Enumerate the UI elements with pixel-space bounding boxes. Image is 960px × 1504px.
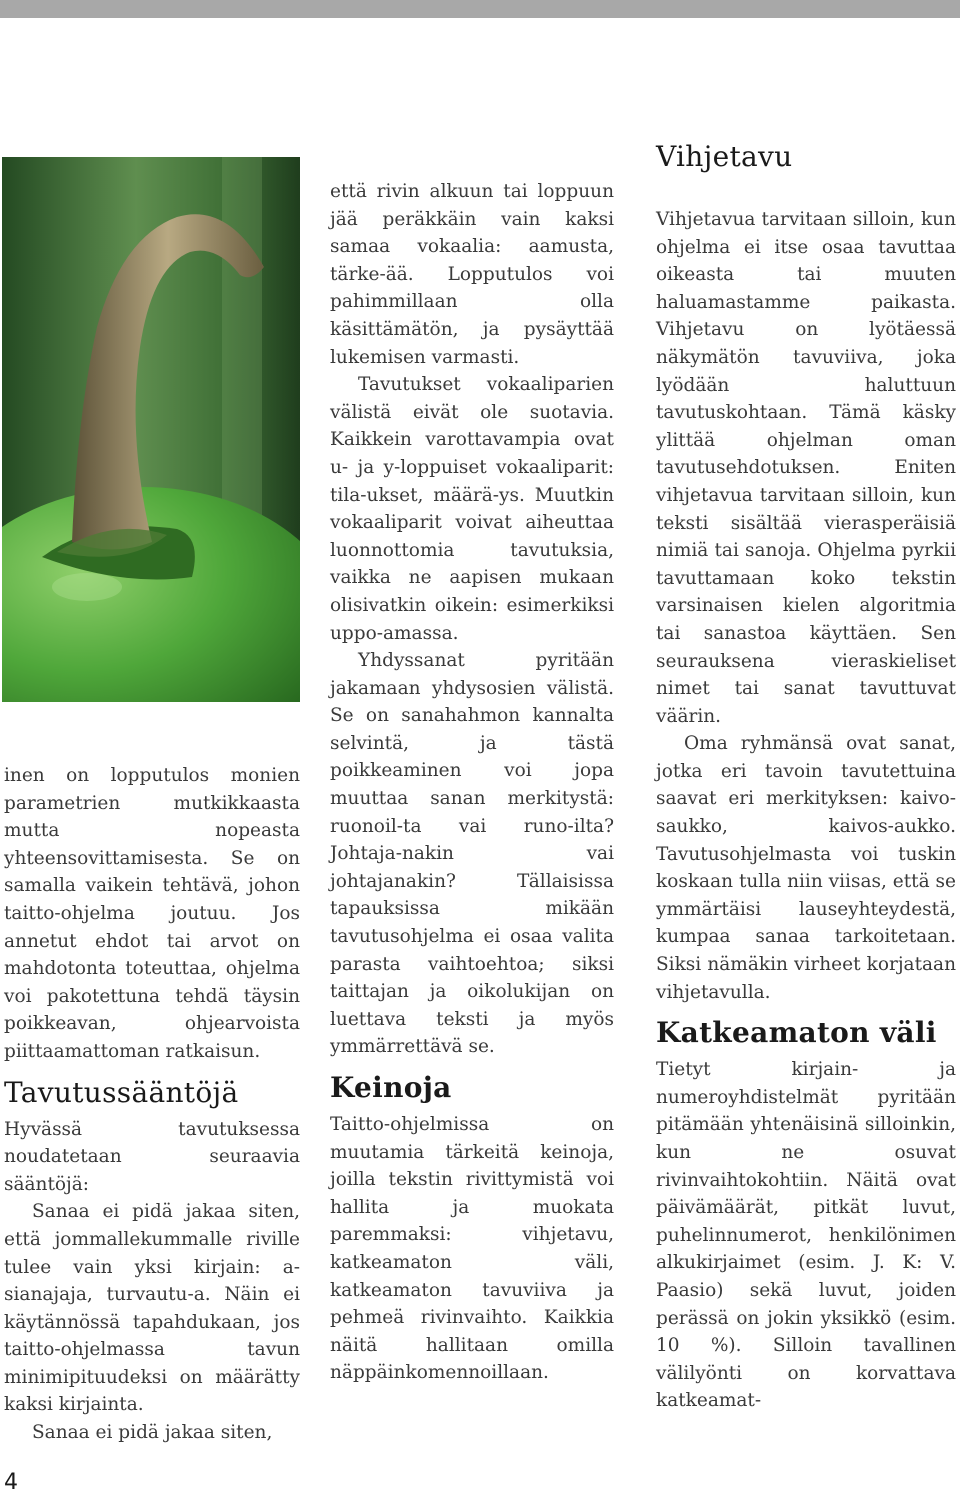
paragraph: että rivin alkuun tai loppuun jää peräkkäin vain kaksi samaa vokaalia: aamusta, tärke-ää. Lopputulos voi pahimmillaan olla käsittämätön, ja pysäyttää lukemisen varmasti. — [330, 181, 614, 368]
column-right — [656, 206, 956, 1415]
paragraph: Sanaa ei pidä jakaa siten, että jommallekummalle riville tulee vain yksi kirjain: a-sianajaja, turvautu-a. Näin ei käytännössä tapahdukaan, jos taitto-ohjelmassa tavun minimipituudeksi on määrätty kaksi kirjainta. — [4, 1201, 300, 1416]
paragraph: Vihjetavua tarvitaan silloin, kun ohjelma ei itse osaa tavuttaa oikeasta tai muuten haluamastamme paikasta. Vihjetavu on lyötäessä näkymätön tavuviiva, joka lyödään haluttuun tavutuskohtaan. Tämä käsky ylittää ohjelman oman tavutusehdotuksen. Eniten vihjetavua tarvitaan silloin, kun teksti sisältää vierasperäisiä nimiä tai sanoja. Ohjelma pyrkii tavuttamaan koko tekstin varsinaisen kielen algoritmia tai sanastoa käyttäen. Sen seurauksena vieraskieliset nimet tai sanat tavuttuvat väärin. — [656, 209, 956, 727]
section-heading-katkeamaton-vali: Katkeamaton väli — [656, 1016, 937, 1050]
top-bar — [0, 0, 960, 18]
column-left — [4, 762, 300, 1447]
section-heading-vihjetavu: Vihjetavu — [656, 140, 793, 173]
paragraph: Taitto-ohjelmissa on muutamia tärkeitä keinoja, joilla tekstin rivittymistä voi hallita ja muokata paremmaksi: vihjetavu, katkeamaton väli, katkeamaton tavuviiva ja pehmeä rivinvaihto. Kaikkia näitä hallitaan omilla näppäinkomennoillaan. — [330, 1114, 614, 1384]
section-heading-tavutussaantoja: Tavutussääntöjä — [4, 1075, 239, 1109]
paragraph: Tavutukset vokaaliparien välistä eivät ole suotavia. Kaikkein varottavampia ovat u- ja y-loppuiset vokaaliparit: tila-ukset, määrä-ys. Muutkin vokaaliparit voivat aiheuttaa luonnottomia tavutuksia, vaikka ne aapisen mukaan olisivatkin oikein: esimerkiksi uppo-amassa. — [330, 374, 614, 644]
paragraph: Hyvässä tavutuksessa noudatetaan seuraavia sääntöjä: — [4, 1118, 300, 1195]
section-heading-keinoja: Keinoja — [330, 1071, 452, 1104]
pepper-stem-photo — [2, 157, 300, 702]
paragraph: Sanaa ei pidä jakaa siten, — [32, 1422, 273, 1444]
paragraph: Yhdyssanat pyritään jakamaan yhdysosien välistä. Se on sanahahmon kannalta selvintä, ja tästä poikkeaminen voi jopa muuttaa sanan merkitystä: ruonoil-ta vai runo-ilta? Johtaja-nakin vai johtajanakin? Tällaisissa tapauksissa mikään tavutusohjelma ei osaa valita parasta vaihtoehtoa; siksi taittajan ja oikolukijan on luettava teksti ja myös ymmärrettävä se. — [330, 650, 614, 1058]
page-number: 4 — [4, 1470, 18, 1495]
paragraph: Tietyt kirjain- ja numeroyhdistelmät pyritään pitämään yhtenäisinä silloinkin, kun ne osuvat rivinvaihtokohtiin. Näitä ovat päivämäärät, pitkät luvut, puhelinnumerot, henkilönimen alkukirjaimet (esim. J. K: V. Paasio) sekä luvut, joiden perässä on jokin yksikkö (esim. 10 %). Silloin tavallinen välilyönti on korvattava katkeamat- — [656, 1059, 956, 1412]
paragraph: inen on lopputulos monien parametrien mutkikkaasta mutta nopeasta yhteensovittamisesta. Se on samalla vaikein tehtävä, johon taitto-ohjelma joutuu. Jos annetut ehdot tai arvot on mahdotonta toteuttaa, ohjelma voi pakotettuna tehdä täysin poikkeavan, ohjearvoista piittaamattoman ratkaisun. — [4, 765, 300, 1062]
paragraph: Oma ryhmänsä ovat sanat, jotka eri tavoin tavutettuina saavat eri merkityksen: kaivo-saukko, kaivos-aukko. Tavutusohjelmasta voi tuskin koskaan tulla niin viisas, että se ymmärtäisi lauseyhteydestä, kumpaa sanaa tarkoitetaan. Siksi nämäkin virheet korjataan vihjetavulla. — [656, 733, 956, 1003]
column-middle — [330, 178, 614, 1387]
